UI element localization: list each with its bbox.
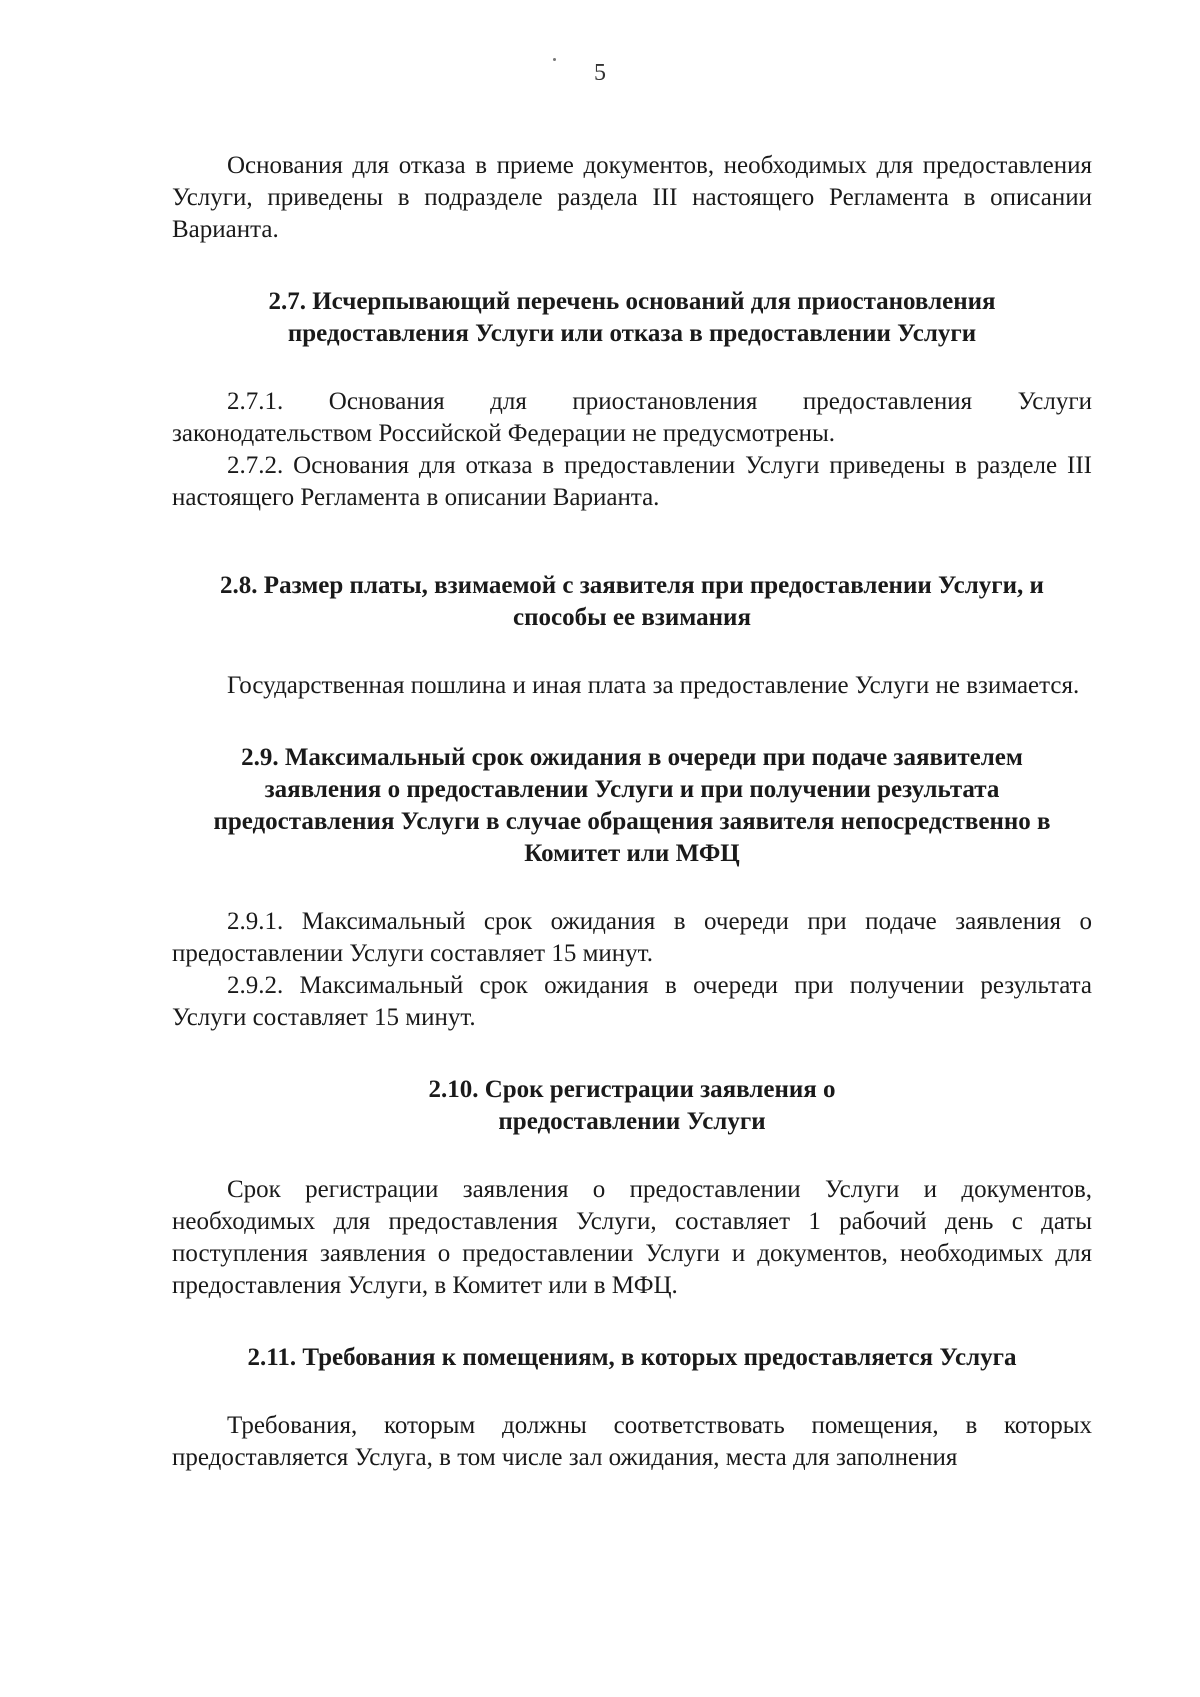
section-heading: 2.8. Размер платы, взимаемой с заявителя при предоставлении Услуги, и способы ее взимания	[220, 572, 1044, 631]
paragraph-2-7-1: 2.7.1. Основания для приостановления предоставления Услуги законодательством Российской Федерации не предусмотрены.	[172, 388, 1092, 447]
intro-paragraph: Основания для отказа в приеме документов, необходимых для предоставления Услуги, приведены в подразделе раздела III настоящего Регламента в описании Варианта.	[172, 152, 1092, 243]
section-2-10	[172, 1074, 1092, 1302]
intro-section	[172, 150, 1092, 246]
paragraph-2-9-2: 2.9.2. Максимальный срок ожидания в очереди при получении результата Услуги составляет 15 минут.	[172, 972, 1092, 1031]
section-heading: 2.7. Исчерпывающий перечень оснований для приостановления предоставления Услуги или отказа в предоставлении Услуги	[268, 288, 996, 347]
paragraph-2-9-1: 2.9.1. Максимальный срок ожидания в очереди при подаче заявления о предоставлении Услуги составляет 15 минут.	[172, 908, 1092, 967]
paragraph-2-7-2: 2.7.2. Основания для отказа в предоставлении Услуги приведены в разделе III настоящего Регламента в описании Варианта.	[172, 452, 1092, 511]
section-2-7	[172, 286, 1092, 514]
section-2-8	[172, 570, 1092, 702]
section-2-9	[172, 742, 1092, 1034]
paragraph-2-10: Срок регистрации заявления о предоставлении Услуги и документов, необходимых для предоставления Услуги, составляет 1 рабочий день с даты поступления заявления о предоставлении Услуги и документов, необходимых для предоставления Услуги, в Комитет или в МФЦ.	[172, 1176, 1092, 1299]
paragraph-2-11: Требования, которым должны соответствовать помещения, в которых предоставляется Услуга, в том числе зал ожидания, места для заполнения	[172, 1412, 1092, 1471]
section-heading: 2.11. Требования к помещениям, в которых предоставляется Услуга	[247, 1344, 1017, 1371]
paragraph-2-8: Государственная пошлина и иная плата за предоставление Услуги не взимается.	[227, 672, 1080, 699]
section-heading: 2.9. Максимальный срок ожидания в очереди при подаче заявителем заявления о предоставлении Услуги и при получении результата предоставления Услуги в случае обращения заявителя непосредственно в Комитет или МФЦ	[213, 744, 1051, 867]
section-2-11	[172, 1342, 1092, 1474]
section-heading: 2.10. Срок регистрации заявления о предоставлении Услуги	[428, 1076, 836, 1135]
document-body	[172, 150, 1092, 1514]
page-number: 5	[594, 60, 606, 86]
